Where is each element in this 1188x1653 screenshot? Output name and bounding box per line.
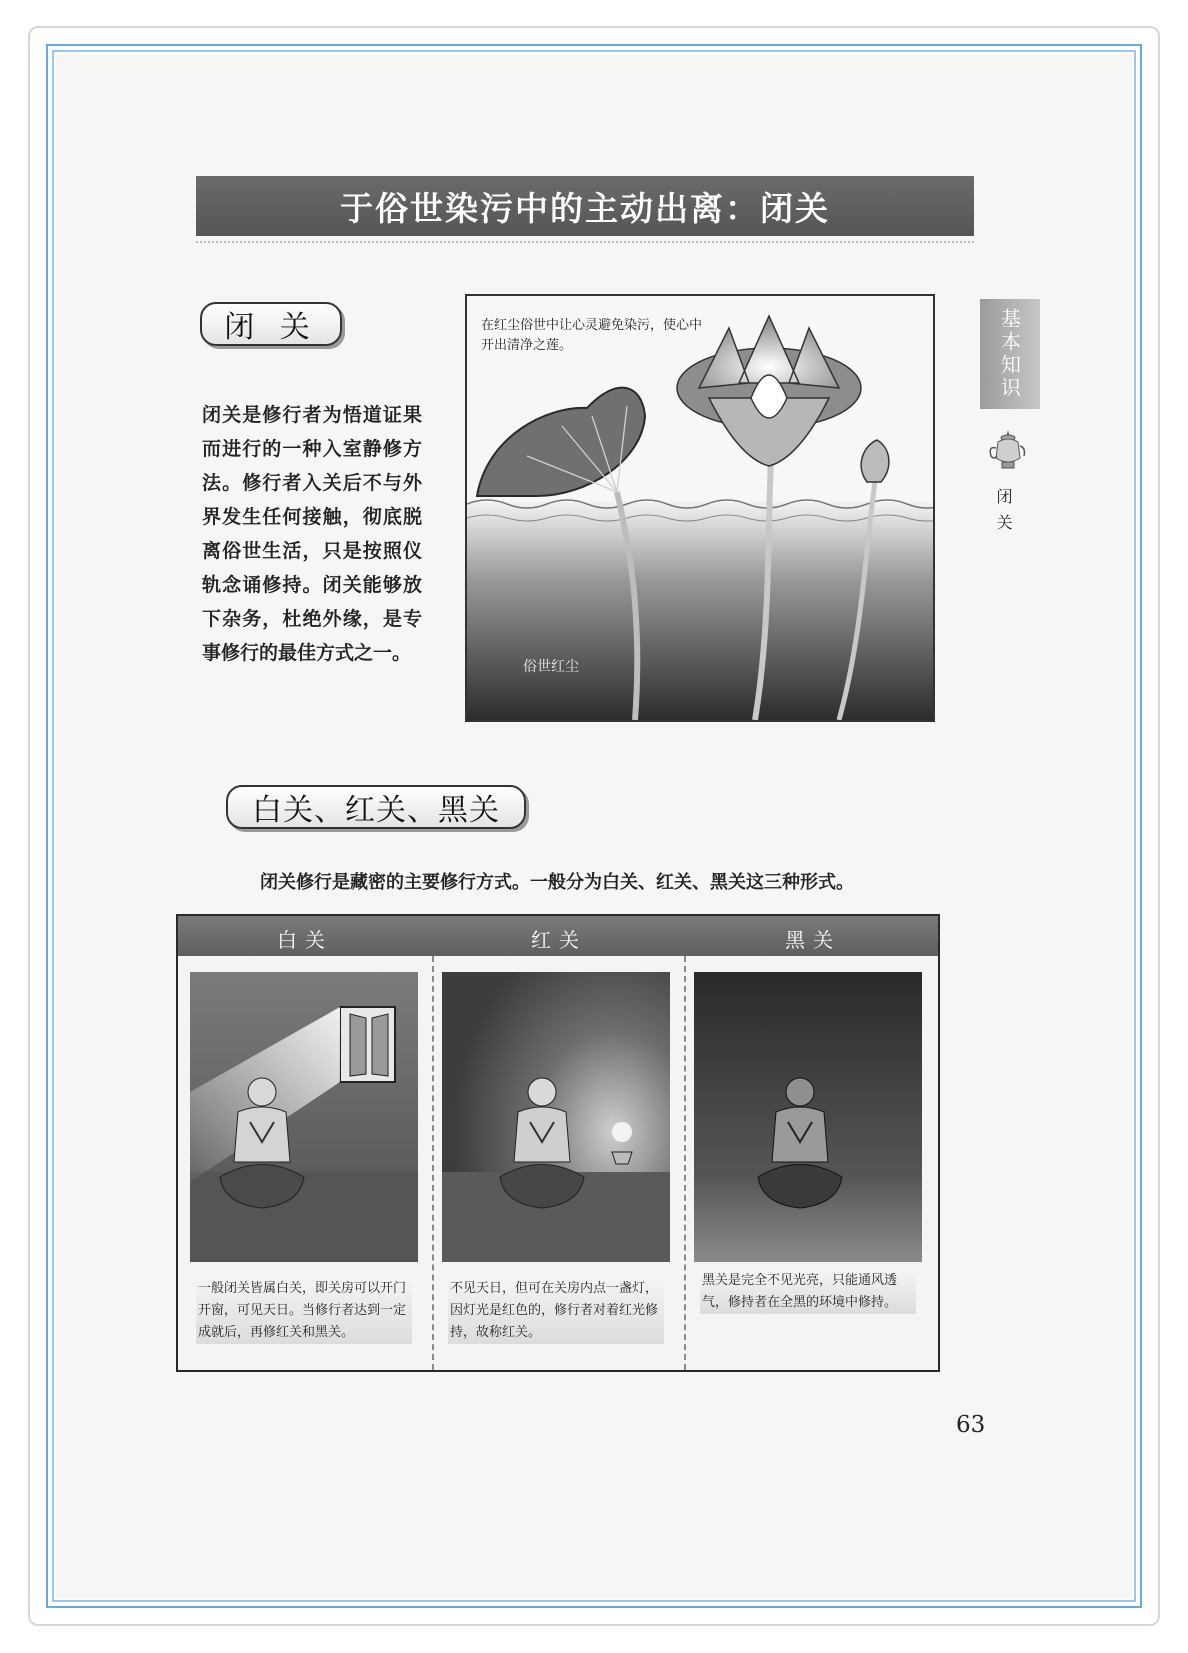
lotus-illustration — [465, 294, 935, 722]
column-title-black: 黑关 — [785, 928, 841, 952]
section-heading-text: 闭 关 — [224, 310, 318, 345]
black-retreat-image — [694, 972, 922, 1262]
title-bar — [196, 176, 974, 236]
chapter-tab — [980, 299, 1040, 409]
closure-types-table — [176, 914, 940, 1372]
table-header — [178, 916, 938, 956]
intro-sentence: 闭关修行是藏密的主要修行方式。一般分为白关、红关、黑关这三种形式。 — [260, 872, 854, 893]
column-divider — [684, 956, 686, 1370]
chapter-tab-label: 基本知识 — [997, 308, 1022, 400]
teapot-icon — [988, 428, 1028, 472]
red-retreat-image — [442, 972, 670, 1262]
white-retreat-text: 一般闭关皆属白关，即关房可以开门开窗，可见天日。当修行者达到一定成就后，再修红关和黑关。 — [196, 1278, 412, 1344]
illustration-label: 俗世红尘 — [523, 659, 579, 675]
black-retreat-text: 黑关是完全不见光亮，只能通风透气，修持者在全黑的环境中修持。 — [700, 1270, 916, 1314]
section-heading-closure — [200, 302, 342, 346]
section-heading-types — [226, 785, 526, 829]
red-retreat-text: 不见天日，但可在关房内点一盏灯，因灯光是红色的，修行者对着红光修持，故称红关。 — [448, 1278, 664, 1344]
body-paragraph: 闭关是修行者为悟道证果而进行的一种入室静修方法。修行者入关后不与外界发生任何接触，彻底脱离俗世生活，只是按照仪轨念诵修持。闭关能够放下杂务，杜绝外缘，是专事修行的最佳方式之一。 — [202, 404, 422, 664]
column-title-red: 红关 — [531, 928, 587, 952]
title-divider — [196, 241, 974, 243]
white-retreat-image — [190, 972, 418, 1262]
section-heading-text: 白关、红关、黑关 — [252, 793, 500, 828]
column-divider — [432, 956, 434, 1370]
page-number: 63 — [956, 1412, 986, 1438]
illustration-caption: 在红尘俗世中让心灵避免染污，使心中开出清净之莲。 — [481, 318, 703, 353]
page-title: 于俗世染污中的主动出离：闭关 — [340, 188, 830, 228]
column-title-white: 白关 — [277, 928, 333, 952]
chapter-side-label: 闭关 — [994, 488, 1013, 540]
